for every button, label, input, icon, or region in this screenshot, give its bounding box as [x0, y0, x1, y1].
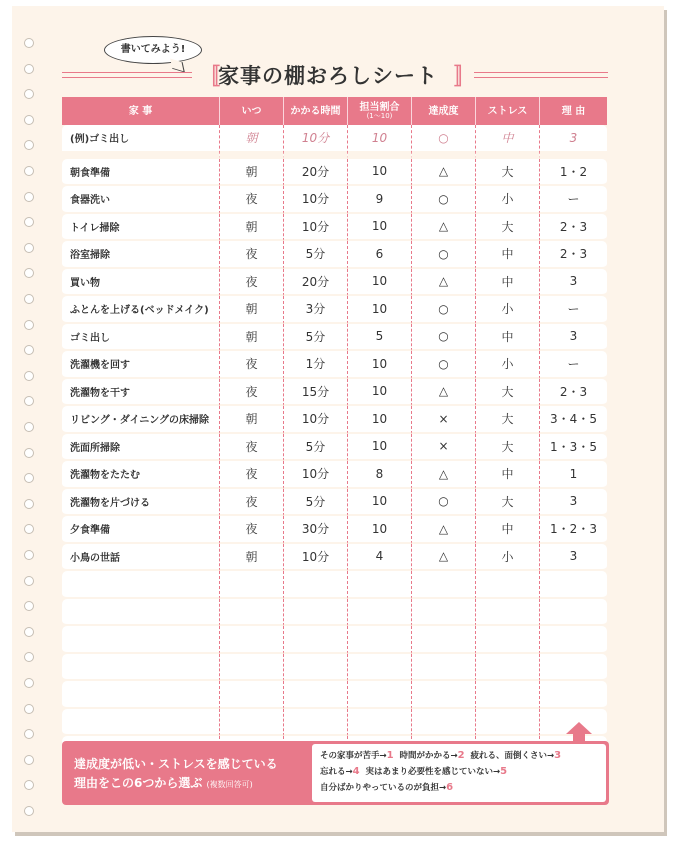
- cell-when[interactable]: 夜: [220, 241, 284, 269]
- cell-time[interactable]: [284, 599, 348, 627]
- cell-chore[interactable]: 洗濯物をたたむ: [62, 461, 220, 489]
- cell-stress[interactable]: 大: [476, 379, 540, 407]
- cell-achievement[interactable]: △: [412, 516, 476, 544]
- reason-5-num: 5: [500, 766, 508, 777]
- example-reason[interactable]: 3: [540, 125, 607, 159]
- cell-share[interactable]: 10: [348, 379, 412, 407]
- reason-5-text: 実はあまり必要性を感じていない→: [365, 767, 501, 777]
- binder-hole: [24, 115, 34, 125]
- cell-chore[interactable]: ふとんを上げる(ベッドメイク): [62, 296, 220, 324]
- cell-share[interactable]: 10: [348, 489, 412, 517]
- cell-stress[interactable]: 中: [476, 516, 540, 544]
- table-row: [62, 681, 607, 709]
- binder-hole: [24, 243, 34, 253]
- cell-when[interactable]: [220, 709, 284, 737]
- cell-time[interactable]: 20分: [284, 269, 348, 297]
- reason-4-num: 4: [352, 766, 360, 777]
- reason-6-num: 6: [446, 782, 454, 793]
- cell-when[interactable]: [220, 571, 284, 599]
- cell-when[interactable]: 夜: [220, 186, 284, 214]
- header-time: かかる時間: [284, 97, 348, 125]
- reason-3-num: 3: [554, 750, 562, 761]
- binder-hole: [24, 320, 34, 330]
- binder-hole: [24, 371, 34, 381]
- binder-hole: [24, 422, 34, 432]
- cell-when[interactable]: 夜: [220, 516, 284, 544]
- cell-chore[interactable]: ゴミ出し: [62, 324, 220, 352]
- cell-share[interactable]: 5: [348, 324, 412, 352]
- cell-reason[interactable]: 3: [540, 324, 607, 352]
- cell-achievement[interactable]: [412, 681, 476, 709]
- cell-reason[interactable]: [540, 654, 607, 682]
- cell-stress[interactable]: [476, 571, 540, 599]
- cell-achievement[interactable]: △: [412, 214, 476, 242]
- cell-reason[interactable]: [540, 599, 607, 627]
- cell-when[interactable]: [220, 599, 284, 627]
- cell-share[interactable]: [348, 571, 412, 599]
- cell-chore[interactable]: [62, 654, 220, 682]
- reason-1-text: その家事が苦手→: [320, 751, 387, 761]
- binder-hole: [24, 806, 34, 816]
- cell-when[interactable]: 夜: [220, 489, 284, 517]
- binder-hole: [24, 192, 34, 202]
- table-row: [62, 544, 607, 572]
- cell-stress[interactable]: 中: [476, 269, 540, 297]
- cell-when[interactable]: 夜: [220, 269, 284, 297]
- cell-when[interactable]: 朝: [220, 159, 284, 187]
- cell-reason[interactable]: 3: [540, 544, 607, 572]
- header-share-sub: (1〜10): [366, 111, 393, 120]
- cell-when[interactable]: 朝: [220, 214, 284, 242]
- table-row: [62, 489, 607, 517]
- cell-chore[interactable]: [62, 571, 220, 599]
- title-bracket-left: 〚: [198, 65, 221, 90]
- header-share-label: 担当割合: [359, 101, 400, 113]
- cell-time[interactable]: [284, 681, 348, 709]
- cell-achievement[interactable]: △: [412, 379, 476, 407]
- cell-achievement[interactable]: ○: [412, 324, 476, 352]
- reason-legend-box: [62, 741, 609, 805]
- cell-achievement[interactable]: ×: [412, 406, 476, 434]
- cell-stress[interactable]: 小: [476, 544, 540, 572]
- reason-2-num: 2: [457, 750, 465, 761]
- cell-stress[interactable]: 小: [476, 186, 540, 214]
- cell-when[interactable]: [220, 681, 284, 709]
- cell-chore[interactable]: 洗面所掃除: [62, 434, 220, 462]
- cell-time[interactable]: 5分: [284, 241, 348, 269]
- cell-chore[interactable]: 小鳥の世話: [62, 544, 220, 572]
- cell-chore[interactable]: 洗濯物を片づける: [62, 489, 220, 517]
- cell-achievement[interactable]: [412, 571, 476, 599]
- reason-4-text: 忘れる→: [320, 767, 353, 777]
- title-rule-left: [62, 72, 192, 78]
- cell-achievement[interactable]: ○: [412, 489, 476, 517]
- cell-chore[interactable]: 食器洗い: [62, 186, 220, 214]
- cell-reason[interactable]: 3: [540, 489, 607, 517]
- table-row: [62, 241, 607, 269]
- cell-stress[interactable]: [476, 654, 540, 682]
- binder-hole: [24, 627, 34, 637]
- chore-table: [62, 97, 607, 791]
- header-stress: ストレス: [476, 97, 540, 125]
- binder-hole: [24, 38, 34, 48]
- table-header-row: [62, 97, 607, 125]
- cell-reason[interactable]: 3・4・5: [540, 406, 607, 434]
- binder-hole: [24, 64, 34, 74]
- cell-stress[interactable]: 大: [476, 214, 540, 242]
- cell-time[interactable]: [284, 626, 348, 654]
- reason-instruction: [74, 755, 278, 794]
- cell-share[interactable]: [348, 709, 412, 737]
- cell-chore[interactable]: トイレ掃除: [62, 214, 220, 242]
- cell-stress[interactable]: 小: [476, 351, 540, 379]
- reason-3-text: 疲れる、面倒くさい→: [470, 751, 555, 761]
- binder-hole: [24, 755, 34, 765]
- cell-time[interactable]: [284, 654, 348, 682]
- reason-2-text: 時間がかかる→: [399, 751, 458, 761]
- header-share: [348, 97, 412, 125]
- cell-time[interactable]: [284, 709, 348, 737]
- cell-reason[interactable]: [540, 681, 607, 709]
- cell-chore[interactable]: 洗濯物を干す: [62, 379, 220, 407]
- example-stress[interactable]: 中: [476, 125, 540, 159]
- cell-reason[interactable]: [540, 571, 607, 599]
- cell-when[interactable]: 夜: [220, 351, 284, 379]
- cell-reason[interactable]: 2・3: [540, 379, 607, 407]
- cell-time[interactable]: 5分: [284, 434, 348, 462]
- cell-time[interactable]: 10分: [284, 544, 348, 572]
- reason-line-1: [320, 748, 606, 764]
- cell-when[interactable]: 朝: [220, 544, 284, 572]
- cell-stress[interactable]: 大: [476, 159, 540, 187]
- cell-achievement[interactable]: △: [412, 461, 476, 489]
- header-when: いつ: [220, 97, 284, 125]
- cell-reason[interactable]: 2・3: [540, 214, 607, 242]
- cell-stress[interactable]: 中: [476, 324, 540, 352]
- cell-share[interactable]: 10: [348, 434, 412, 462]
- binder-hole: [24, 550, 34, 560]
- header-reason: 理 由: [540, 97, 607, 125]
- cell-share[interactable]: 10: [348, 406, 412, 434]
- cell-share[interactable]: 8: [348, 461, 412, 489]
- table-row: [62, 269, 607, 297]
- cell-stress[interactable]: 大: [476, 406, 540, 434]
- cell-time[interactable]: 10分: [284, 461, 348, 489]
- binder-hole: [24, 499, 34, 509]
- cell-chore[interactable]: 浴室掃除: [62, 241, 220, 269]
- table-row: [62, 434, 607, 462]
- cell-stress[interactable]: [476, 709, 540, 737]
- cell-time[interactable]: 20分: [284, 159, 348, 187]
- speech-bubble: 書いてみよう!: [104, 36, 202, 64]
- cell-share[interactable]: 10: [348, 351, 412, 379]
- cell-chore[interactable]: 買い物: [62, 269, 220, 297]
- cell-share[interactable]: [348, 626, 412, 654]
- table-row: [62, 571, 607, 599]
- cell-when[interactable]: 朝: [220, 324, 284, 352]
- cell-stress[interactable]: 小: [476, 296, 540, 324]
- reason-list: [312, 744, 606, 802]
- cell-achievement[interactable]: △: [412, 159, 476, 187]
- example-achievement[interactable]: ○: [412, 125, 476, 159]
- binder-hole: [24, 704, 34, 714]
- table-row: [62, 324, 607, 352]
- cell-share[interactable]: 9: [348, 186, 412, 214]
- title-rule-right: [474, 72, 608, 78]
- reason-1-num: 1: [386, 750, 394, 761]
- table-row: [62, 379, 607, 407]
- cell-chore[interactable]: [62, 626, 220, 654]
- table-row: [62, 406, 607, 434]
- cell-reason[interactable]: 1・2・3: [540, 516, 607, 544]
- binder-hole: [24, 166, 34, 176]
- cell-achievement[interactable]: [412, 599, 476, 627]
- cell-time[interactable]: 5分: [284, 489, 348, 517]
- example-chore[interactable]: (例)ゴミ出し: [62, 125, 220, 159]
- table-row: [62, 654, 607, 682]
- cell-share[interactable]: 6: [348, 241, 412, 269]
- table-row: [62, 516, 607, 544]
- instruction-line-1: 達成度が低い・ストレスを感じている: [74, 757, 278, 771]
- example-row: [62, 125, 607, 159]
- cell-reason[interactable]: ー: [540, 296, 607, 324]
- cell-share[interactable]: 10: [348, 159, 412, 187]
- table-row: [62, 626, 607, 654]
- example-when[interactable]: 朝: [220, 125, 284, 159]
- example-time[interactable]: 10分: [284, 125, 348, 159]
- cell-reason[interactable]: 1・2: [540, 159, 607, 187]
- cell-achievement[interactable]: △: [412, 544, 476, 572]
- cell-achievement[interactable]: ○: [412, 186, 476, 214]
- cell-achievement[interactable]: ×: [412, 434, 476, 462]
- table-row: [62, 296, 607, 324]
- reason-6-text: 自分ばかりやっているのが負担→: [320, 783, 447, 793]
- cell-when[interactable]: [220, 654, 284, 682]
- cell-time[interactable]: 3分: [284, 296, 348, 324]
- cell-stress[interactable]: [476, 681, 540, 709]
- cell-achievement[interactable]: ○: [412, 351, 476, 379]
- cell-time[interactable]: 5分: [284, 324, 348, 352]
- cell-achievement[interactable]: ○: [412, 241, 476, 269]
- cell-time[interactable]: 10分: [284, 406, 348, 434]
- reason-line-2: [320, 764, 606, 780]
- cell-chore[interactable]: 洗濯機を回す: [62, 351, 220, 379]
- table-row: [62, 709, 607, 737]
- cell-reason[interactable]: 1: [540, 461, 607, 489]
- instruction-note: (複数回答可): [206, 780, 253, 789]
- table-row: [62, 186, 607, 214]
- cell-when[interactable]: 夜: [220, 434, 284, 462]
- cell-share[interactable]: 10: [348, 516, 412, 544]
- cell-reason[interactable]: [540, 626, 607, 654]
- binder-hole: [24, 448, 34, 458]
- cell-achievement[interactable]: [412, 626, 476, 654]
- cell-share[interactable]: 10: [348, 296, 412, 324]
- header-chore: 家 事: [62, 97, 220, 125]
- cell-when[interactable]: 夜: [220, 461, 284, 489]
- cell-chore[interactable]: [62, 709, 220, 737]
- cell-reason[interactable]: 2・3: [540, 241, 607, 269]
- cell-achievement[interactable]: [412, 709, 476, 737]
- cell-reason[interactable]: ー: [540, 186, 607, 214]
- cell-achievement[interactable]: △: [412, 269, 476, 297]
- cell-chore[interactable]: 夕食準備: [62, 516, 220, 544]
- binder-hole: [24, 576, 34, 586]
- cell-chore[interactable]: 朝食準備: [62, 159, 220, 187]
- page-title: 家事の棚おろしシート: [218, 64, 438, 88]
- cell-chore[interactable]: リビング・ダイニングの床掃除: [62, 406, 220, 434]
- cell-time[interactable]: 30分: [284, 516, 348, 544]
- reason-line-3: [320, 780, 606, 796]
- cell-time[interactable]: 10分: [284, 186, 348, 214]
- binder-hole: [24, 678, 34, 688]
- cell-when[interactable]: 夜: [220, 379, 284, 407]
- table-row: [62, 461, 607, 489]
- table-row: [62, 599, 607, 627]
- cell-stress[interactable]: [476, 599, 540, 627]
- cell-share[interactable]: [348, 681, 412, 709]
- cell-reason[interactable]: 1・3・5: [540, 434, 607, 462]
- cell-share[interactable]: [348, 654, 412, 682]
- cell-stress[interactable]: [476, 626, 540, 654]
- cell-achievement[interactable]: [412, 654, 476, 682]
- cell-stress[interactable]: 中: [476, 241, 540, 269]
- cell-stress[interactable]: 中: [476, 461, 540, 489]
- cell-when[interactable]: 朝: [220, 406, 284, 434]
- cell-chore[interactable]: [62, 681, 220, 709]
- cell-share[interactable]: [348, 599, 412, 627]
- table-row: [62, 214, 607, 242]
- header-achievement: 達成度: [412, 97, 476, 125]
- cell-achievement[interactable]: ○: [412, 296, 476, 324]
- instruction-line-2: [74, 774, 278, 794]
- cell-time[interactable]: 10分: [284, 214, 348, 242]
- cell-when[interactable]: [220, 626, 284, 654]
- cell-share[interactable]: 10: [348, 214, 412, 242]
- binder-hole: [24, 294, 34, 304]
- table-row: [62, 159, 607, 187]
- cell-time[interactable]: 1分: [284, 351, 348, 379]
- title-area: [62, 60, 608, 90]
- up-arrow-stem: [573, 733, 585, 741]
- table-row: [62, 351, 607, 379]
- cell-share[interactable]: 10: [348, 269, 412, 297]
- cell-time[interactable]: [284, 571, 348, 599]
- cell-share[interactable]: 4: [348, 544, 412, 572]
- cell-chore[interactable]: [62, 599, 220, 627]
- cell-time[interactable]: 15分: [284, 379, 348, 407]
- cell-stress[interactable]: 大: [476, 489, 540, 517]
- instruction-line-2-text: 理由をこの6つから選ぶ: [74, 776, 203, 790]
- cell-reason[interactable]: 3: [540, 269, 607, 297]
- cell-stress[interactable]: 大: [476, 434, 540, 462]
- cell-reason[interactable]: ー: [540, 351, 607, 379]
- cell-when[interactable]: 朝: [220, 296, 284, 324]
- title-bracket-right: 〛: [454, 65, 477, 90]
- example-share[interactable]: 10: [348, 125, 412, 159]
